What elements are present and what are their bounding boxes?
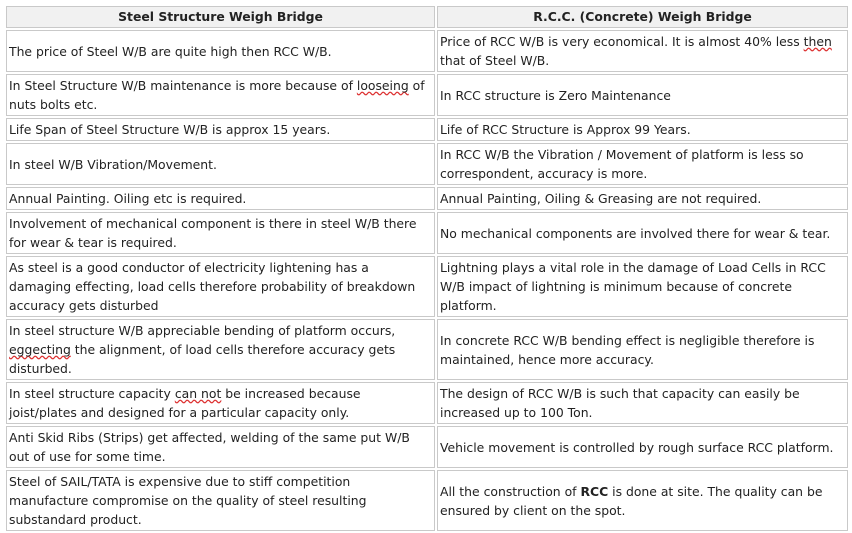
comparison-table [4, 4, 850, 533]
rcc-text-before: All the construction of [440, 483, 581, 499]
steel-cell: As steel is a good conductor of electricity lightening has a damaging effecting, load cells therefore probability of breakdown accuracy gets disturbed [6, 256, 435, 317]
table-body [6, 30, 848, 531]
comparison-table-wrapper [4, 4, 850, 533]
table-row [6, 319, 848, 380]
table-row [6, 382, 848, 424]
table-row [6, 143, 848, 185]
rcc-cell: Annual Painting, Oiling & Greasing are not required. [437, 187, 848, 210]
table-row [6, 470, 848, 531]
header-rcc: R.C.C. (Concrete) Weigh Bridge [437, 6, 848, 28]
header-steel: Steel Structure Weigh Bridge [6, 6, 435, 28]
table-row [6, 74, 848, 116]
table-row [6, 187, 848, 210]
steel-cell: Annual Painting. Oiling etc is required. [6, 187, 435, 210]
table-row [6, 256, 848, 317]
steel-cell: Anti Skid Ribs (Strips) get affected, welding of the same put W/B out of use for some time. [6, 426, 435, 468]
steel-cell: In Steel Structure W/B maintenance is more because of looseing of nuts bolts etc. [6, 74, 435, 116]
table-row [6, 212, 848, 254]
rcc-cell: In RCC structure is Zero Maintenance [437, 74, 848, 116]
rcc-cell: Price of RCC W/B is very economical. It is almost 40% less then that of Steel W/B. [437, 30, 848, 72]
rcc-cell: Life of RCC Structure is Approx 99 Years. [437, 118, 848, 141]
steel-cell: Steel of SAIL/TATA is expensive due to stiff competition manufacture compromise on the quality of steel resulting substandard product. [6, 470, 435, 531]
rcc-cell: Lightning plays a vital role in the damage of Load Cells in RCC W/B impact of lightning is minimum because of concrete platform. [437, 256, 848, 317]
table-row [6, 426, 848, 468]
steel-cell: In steel structure capacity can not be increased because joist/plates and designed for a particular capacity only. [6, 382, 435, 424]
rcc-cell: In RCC W/B the Vibration / Movement of platform is less so correspondent, accuracy is more. [437, 143, 848, 185]
rcc-cell: The design of RCC W/B is such that capacity can easily be increased up to 100 Ton. [437, 382, 848, 424]
steel-cell: Involvement of mechanical component is there in steel W/B there for wear & tear is required. [6, 212, 435, 254]
rcc-cell [437, 470, 848, 531]
rcc-cell: Vehicle movement is controlled by rough surface RCC platform. [437, 426, 848, 468]
steel-cell: In steel structure W/B appreciable bending of platform occurs, eggecting the alignment, of load cells therefore accuracy gets disturbed. [6, 319, 435, 380]
steel-cell: The price of Steel W/B are quite high then RCC W/B. [6, 30, 435, 72]
table-row [6, 30, 848, 72]
steel-cell: Life Span of Steel Structure W/B is approx 15 years. [6, 118, 435, 141]
steel-cell: In steel W/B Vibration/Movement. [6, 143, 435, 185]
header-row [6, 6, 848, 28]
rcc-cell: In concrete RCC W/B bending effect is negligible therefore is maintained, hence more accuracy. [437, 319, 848, 380]
table-row [6, 118, 848, 141]
rcc-cell: No mechanical components are involved there for wear & tear. [437, 212, 848, 254]
rcc-text-after: is done at site. The quality can be ensured by client on the spot. [440, 483, 823, 518]
rcc-bold-label: RCC [580, 483, 609, 499]
